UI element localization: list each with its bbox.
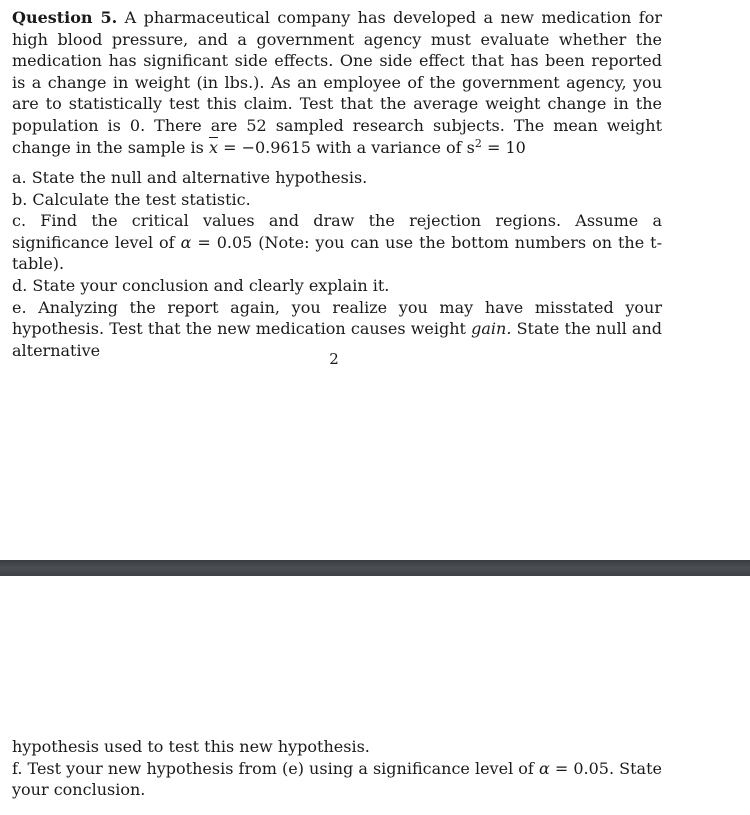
part-c — [12, 210, 662, 275]
question-intro: A pharmaceutical company has developed a new medication for high blood pressure, and a government agency must evaluate whether the medication has significant side effects. One side effect that has been reported is a change in weight (in lbs.). As an employee of the government agency, you are to statistically test this claim. Test that the average weight change in the population is 0. There are 52 sampled research subjects. The mean weight change in the sample is — [12, 8, 662, 157]
alpha-symbol-f: α — [538, 758, 550, 778]
part-a: a. State the null and alternative hypothesis. — [12, 168, 368, 187]
part-e-gain: gain. — [471, 319, 512, 339]
page-number: 2 — [329, 350, 339, 368]
variance-prefix: with a variance of s — [310, 137, 475, 157]
part-f-start: f. Test your new hypothesis from (e) using a significance level of — [12, 758, 539, 778]
sample-mean-symbol: $\overline{x}$ — [208, 137, 218, 157]
alpha-symbol: α — [180, 232, 192, 252]
sample-mean-value: = −0.9615 — [217, 137, 311, 157]
part-b: b. Calculate the test statistic. — [12, 189, 251, 209]
part-f — [12, 758, 662, 801]
part-c-start: c. Find the critical values and draw the rejection regions. Assume a significance level of — [12, 211, 662, 252]
continuation-block — [12, 736, 662, 801]
parts-list — [12, 167, 662, 361]
question-title: Question 5. — [12, 8, 118, 27]
part-e-start: e. Analyzing the report again, you realize you may have misstated your hypothesis. Test that the new medication causes weight — [12, 297, 662, 339]
part-e-continuation: hypothesis used to test this new hypothesis. — [12, 737, 370, 756]
part-d: d. State your conclusion and clearly explain it. — [12, 275, 390, 295]
part-e-end: State the null and alternative — [12, 319, 662, 360]
variance-exponent: 2 — [474, 136, 482, 150]
page-break-divider — [0, 560, 750, 576]
part-f-end: = 0.05. State your conclusion. — [12, 758, 662, 800]
variance-suffix: = 10 — [481, 137, 526, 157]
question-paragraph — [12, 7, 662, 158]
part-c-end: = 0.05 (Note: you can use the bottom numbers on the t-table). — [12, 232, 662, 274]
